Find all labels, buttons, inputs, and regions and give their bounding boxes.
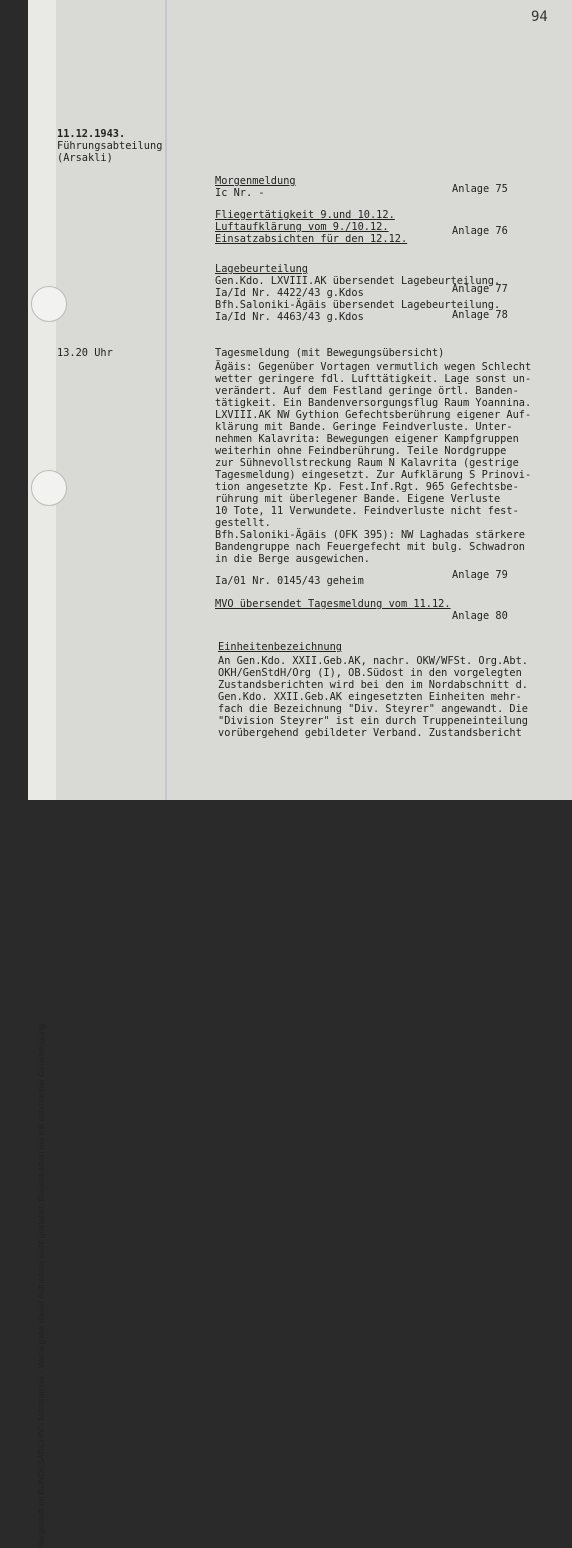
header-location: (Arsakli) [57,152,113,164]
text-line: vorübergehend gebildeter Verband. Zustandsbericht [218,727,522,739]
fold-line [165,0,167,800]
annex-label: Anlage 76 [452,225,508,237]
section-heading: Einheitenbezeichnung [218,641,342,653]
text-line: Ia/01 Nr. 0145/43 geheim [215,575,364,587]
text-line: Luftaufklärung vom 9./10.12. [215,221,389,233]
text-line: klärung mit Bande. Geringe Feindverluste. Unter- [215,421,513,433]
text-line: wetter geringere fdl. Lufttätigkeit. Lage sonst un- [215,373,532,385]
text-line: Einsatzabsichten für den 12.12. [215,233,408,245]
archive-margin [28,0,56,1548]
annex-label: Anlage 79 [452,569,508,581]
text-line: Gen.Kdo. XXII.Geb.AK eingesetzten Einheiten mehr- [218,691,522,703]
text-line: Ic Nr. - [215,187,265,199]
archive-stamp: Hergestellt im BUNDESARCHIV - Militärarchiv - Weitergabe dieser Aufnahme nicht gestattet; Reproduktion nur mit schriftlicher Genehmigung [36,1024,46,1548]
text-line: verändert. Auf dem Festland geringe örtl. Banden- [215,385,519,397]
text-line: Ia/Id Nr. 4463/43 g.Kdos [215,311,364,323]
text-line: Bandengruppe nach Feuergefecht mit bulg. Schwadron [215,541,525,553]
annex-label: Anlage 78 [452,309,508,321]
text-line: Bfh.Saloniki-Ägäis (OFK 395): NW Laghadas stärkere [215,529,525,541]
annex-label: Anlage 75 [452,183,508,195]
text-line: 10 Tote, 11 Verwundete. Feindverluste nicht fest- [215,505,519,517]
section-heading: Lagebeurteilung [215,263,308,275]
text-line: OKH/GenStdH/Org (I), OB.Südost in den vorgelegten [218,667,522,679]
text-line: gestellt. [215,517,271,529]
section-heading: Morgenmeldung [215,175,296,187]
text-line: Bfh.Saloniki-Ägäis übersendet Lagebeurteilung. [215,299,501,311]
text-line: zur Sühnevollstreckung Raum N Kalavrita (gestrige [215,457,519,469]
section-heading: Tagesmeldung (mit Bewegungsübersicht) [215,347,445,359]
text-line: Ägäis: Gegenüber Vortagen vermutlich wegen Schlecht [215,361,532,373]
header-unit: Führungsabteilung [57,140,163,152]
text-line: fach die Bezeichnung "Div. Steyrer" angewandt. Die [218,703,528,715]
text-line: Tagesmeldung) eingesetzt. Zur Aufklärung S Prinovi- [215,469,532,481]
text-line: LXVIII.AK NW Gythion Gefechtsberührung eigener Auf- [215,409,532,421]
text-line: tätigkeit. Ein Bandenversorgungsflug Raum Yoannina. [215,397,532,409]
annex-label: Anlage 80 [452,610,508,622]
text-line: in die Berge ausgewichen. [215,553,370,565]
text-line: rührung mit überlegener Bande. Eigene Verluste [215,493,501,505]
text-line: nehmen Kalavrita: Bewegungen eigener Kampfgruppen [215,433,519,445]
punch-hole [31,286,67,322]
text-line: Ia/Id Nr. 4422/43 g.Kdos [215,287,364,299]
annex-label: Anlage 77 [452,283,508,295]
text-line: "Division Steyrer" ist ein durch Truppeneinteilung [218,715,528,727]
text-line: weiterhin ohne Feindberührung. Teile Nordgruppe [215,445,507,457]
text-line: Zustandsberichten wird bei den im Nordabschnitt d. [218,679,528,691]
document-page [28,0,572,1548]
text-line: An Gen.Kdo. XXII.Geb.AK, nachr. OKW/WFSt. Org.Abt. [218,655,528,667]
text-line: MVO übersendet Tagesmeldung vom 11.12. [215,598,451,610]
time-label: 13.20 Uhr [57,347,113,359]
text-line: Fliegertätigkeit 9.und 10.12. [215,209,395,221]
header-date: 11.12.1943. [57,128,126,140]
text-line: Gen.Kdo. LXVIII.AK übersendet Lagebeurteilung. [215,275,501,287]
text-line: tion angesetzte Kp. Fest.Inf.Rgt. 965 Gefechtsbe- [215,481,519,493]
punch-hole [31,470,67,506]
page-number: 94 [531,9,548,25]
